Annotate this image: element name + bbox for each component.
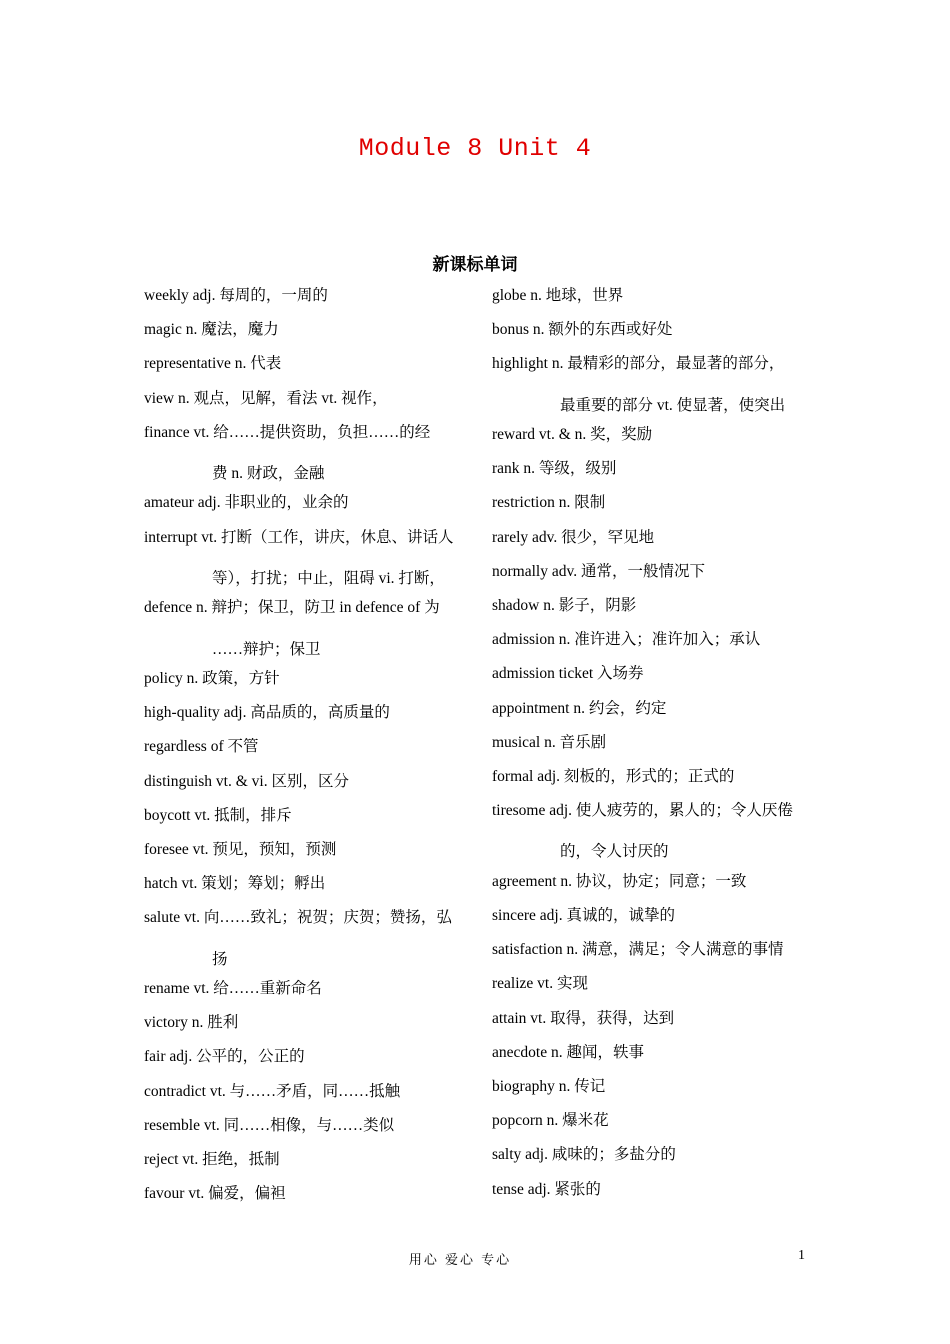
vocab-entry: satisfaction n. 满意，满足；令人满意的事情 [492,941,784,959]
vocab-entry: finance vt. 给……提供资助，负担……的经 [144,423,431,441]
vocab-entry: normally adv. 通常，一般情况下 [492,562,705,580]
vocab-entry: reward vt. & n. 奖，奖励 [492,426,653,444]
vocab-entry: policy n. 政策，方针 [144,670,280,687]
vocab-entry-continuation: ……辩护；保卫 [212,640,321,658]
vocab-entry: interrupt vt. 打断（工作，讲庆，休息、讲话人 [144,528,454,546]
vocab-entry: admission ticket 入场券 [492,665,644,683]
vocab-entry: boycott vt. 抵制，排斥 [144,806,292,824]
vocab-entry: weekly adj. 每周的，一周的 [144,287,328,304]
vocab-entry: view n. 观点，见解，看法 vt. 视作， [144,389,388,407]
vocab-entry: realize vt. 实现 [492,975,588,993]
vocab-entry: reject vt. 拒绝，抵制 [144,1150,280,1168]
vocab-entry: rank n. 等级，级别 [492,460,617,478]
vocab-entry: foresee vt. 预见，预知，预测 [144,840,337,858]
vocab-entry: appointment n. 约会，约定 [492,699,667,717]
page-number: 1 [798,1248,805,1263]
vocab-entry: representative n. 代表 [144,355,282,373]
vocab-entry: magic n. 魔法，魔力 [144,321,279,339]
vocab-entry-continuation: 的，令人讨厌的 [560,843,669,861]
vocab-entry: high-quality adj. 高品质的，高质量的 [144,704,390,722]
vocab-entry: biography n. 传记 [492,1077,606,1095]
vocab-column-right [492,285,812,1213]
vocab-entry: resemble vt. 同……相像，与……类似 [144,1116,395,1134]
vocab-entry: musical n. 音乐剧 [492,733,607,751]
vocab-entry: anecdote n. 趣闻，轶事 [492,1043,644,1061]
vocab-entry-continuation: 扬 [212,950,228,968]
vocab-entry: shadow n. 影子，阴影 [492,597,637,614]
vocab-entry: rarely adv. 很少，罕见地 [492,528,655,546]
vocab-entry: regardless of 不管 [144,738,259,756]
vocab-entry: globe n. 地球，世界 [492,287,624,304]
vocab-entry: tiresome adj. 使人疲劳的，累人的；令人厌倦 [492,802,793,820]
vocab-entry: favour vt. 偏爱，偏袒 [144,1185,286,1203]
vocab-entry: tense adj. 紧张的 [492,1180,601,1198]
vocab-entry: popcorn n. 爆米花 [492,1112,609,1130]
vocab-entry: restriction n. 限制 [492,494,606,512]
page-title: Module 8 Unit 4 [358,134,592,163]
vocab-entry: victory n. 胜利 [144,1014,239,1032]
vocab-entry: distinguish vt. & vi. 区别，区分 [144,772,349,790]
vocab-entry: agreement n. 协议，协定；同意；一致 [492,872,747,890]
vocab-entry: rename vt. 给……重新命名 [144,980,322,997]
vocab-entry: admission n. 准许进入；准许加入；承认 [492,631,761,649]
section-heading: 新课标单词 [432,255,518,275]
vocab-entry: formal adj. 刻板的，形式的；正式的 [492,767,735,785]
vocab-entry: salty adj. 咸味的；多盐分的 [492,1146,676,1164]
vocab-entry: hatch vt. 策划；筹划；孵出 [144,875,326,893]
vocab-entry: bonus n. 额外的东西或好处 [492,321,673,339]
vocab-entry: amateur adj. 非职业的，业余的 [144,494,349,512]
vocab-entry: sincere adj. 真诚的，诚挚的 [492,907,675,924]
vocab-entry: defence n. 辩护；保卫，防卫 in defence of 为 [144,599,440,617]
vocab-entry: contradict vt. 与……矛盾，同……抵触 [144,1082,401,1100]
footer-slogan: 用心 爱心 专心 [408,1253,512,1268]
vocab-entry-continuation: 费 n. 财政，金融 [212,464,325,482]
vocab-entry-continuation: 最重要的部分 vt. 使显著，使突出 [560,396,786,414]
vocab-entry: attain vt. 取得，获得，达到 [492,1009,675,1027]
vocab-entry: highlight n. 最精彩的部分，最显著的部分， [492,355,785,373]
vocab-column-left [144,285,464,1217]
vocab-entry: salute vt. 向……致礼；祝贺；庆贺；赞扬，弘 [144,909,452,927]
vocab-entry-continuation: 等），打扰；中止，阻碍 vi. 打断， [212,569,445,587]
vocab-entry: fair adj. 公平的，公正的 [144,1048,305,1066]
